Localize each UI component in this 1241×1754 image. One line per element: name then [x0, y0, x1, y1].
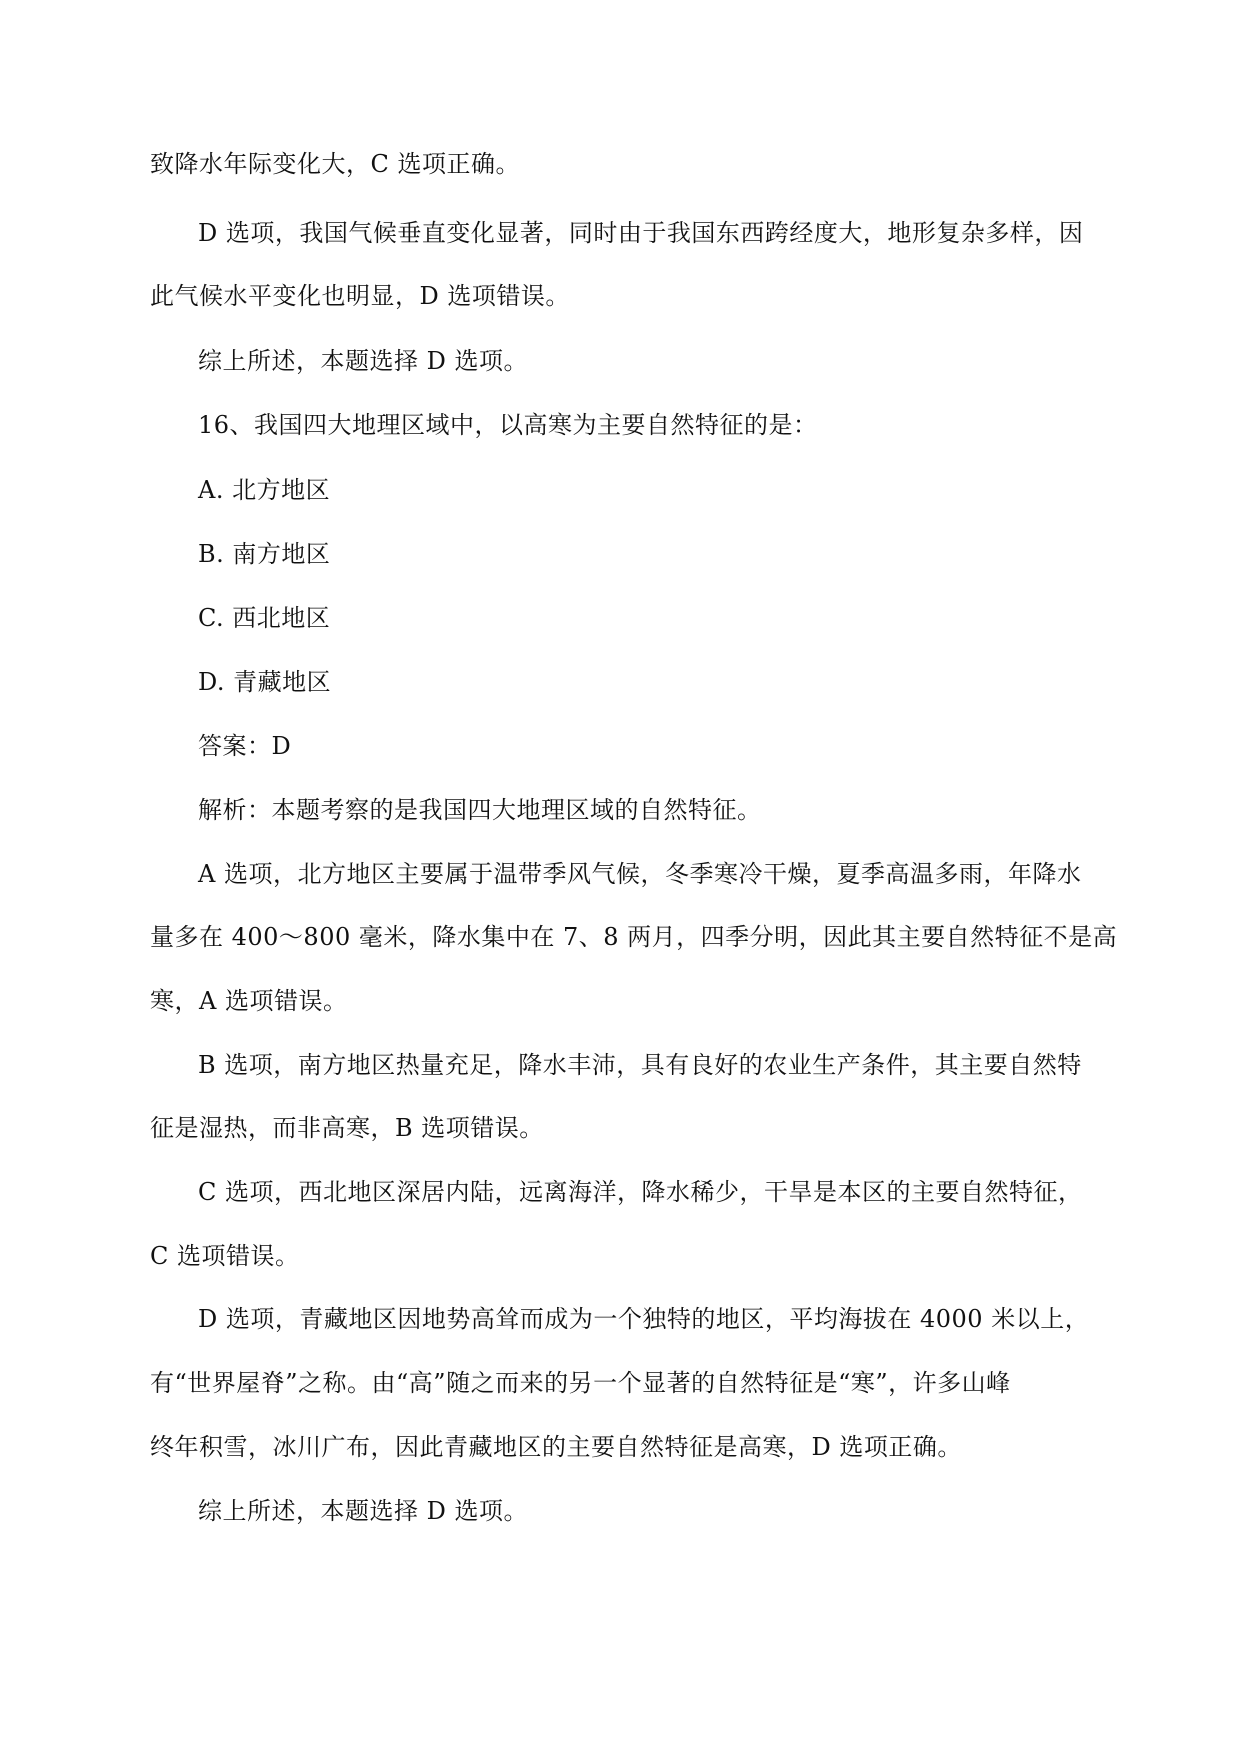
- option-a: A. 北方地区: [198, 476, 331, 504]
- option-c: C. 西北地区: [198, 604, 331, 632]
- analysis-d-line-3: 终年积雪，冰川广布，因此青藏地区的主要自然特征是高寒，D 选项正确。: [150, 1433, 962, 1461]
- analysis-b-line-2: 征是湿热，而非高寒，B 选项错误。: [150, 1114, 544, 1142]
- analysis-d-line-2: 有“世界屋脊”之称。由“高”随之而来的另一个显著的自然特征是“寒”，许多山峰: [150, 1369, 1011, 1397]
- analysis-a-line-1: A 选项，北方地区主要属于温带季风气候，冬季寒冷干燥，夏季高温多雨，年降水: [198, 860, 1082, 888]
- analysis-a-line-2: 量多在 400～800 毫米，降水集中在 7、8 两月，四季分明，因此其主要自然特征不是高: [150, 923, 1118, 951]
- analysis-d-line-1: D 选项，青藏地区因地势高耸而成为一个独特的地区，平均海拔在 4000 米以上，: [198, 1305, 1090, 1333]
- text-line-1: 致降水年际变化大，C 选项正确。: [150, 150, 520, 178]
- analysis-intro: 解析：本题考察的是我国四大地理区域的自然特征。: [198, 796, 762, 824]
- analysis-b-line-1: B 选项，南方地区热量充足，降水丰沛，具有良好的农业生产条件，其主要自然特: [198, 1051, 1082, 1079]
- analysis-c-line-1: C 选项，西北地区深居内陆，远离海洋，降水稀少，干旱是本区的主要自然特征，: [198, 1178, 1083, 1206]
- text-line-3: 此气候水平变化也明显，D 选项错误。: [150, 282, 570, 310]
- option-d: D. 青藏地区: [198, 668, 332, 696]
- analysis-a-line-3: 寒，A 选项错误。: [150, 987, 348, 1015]
- question-stem: 16、我国四大地理区域中，以高寒为主要自然特征的是：: [198, 411, 818, 439]
- text-line-2: D 选项，我国气候垂直变化显著，同时由于我国东西跨经度大，地形复杂多样，因: [198, 219, 1084, 247]
- analysis-c-line-2: C 选项错误。: [150, 1242, 300, 1270]
- conclusion-line: 综上所述，本题选择 D 选项。: [198, 1497, 528, 1525]
- answer-line: 答案：D: [198, 732, 292, 760]
- option-b: B. 南方地区: [198, 540, 331, 568]
- text-line-4: 综上所述，本题选择 D 选项。: [198, 347, 528, 375]
